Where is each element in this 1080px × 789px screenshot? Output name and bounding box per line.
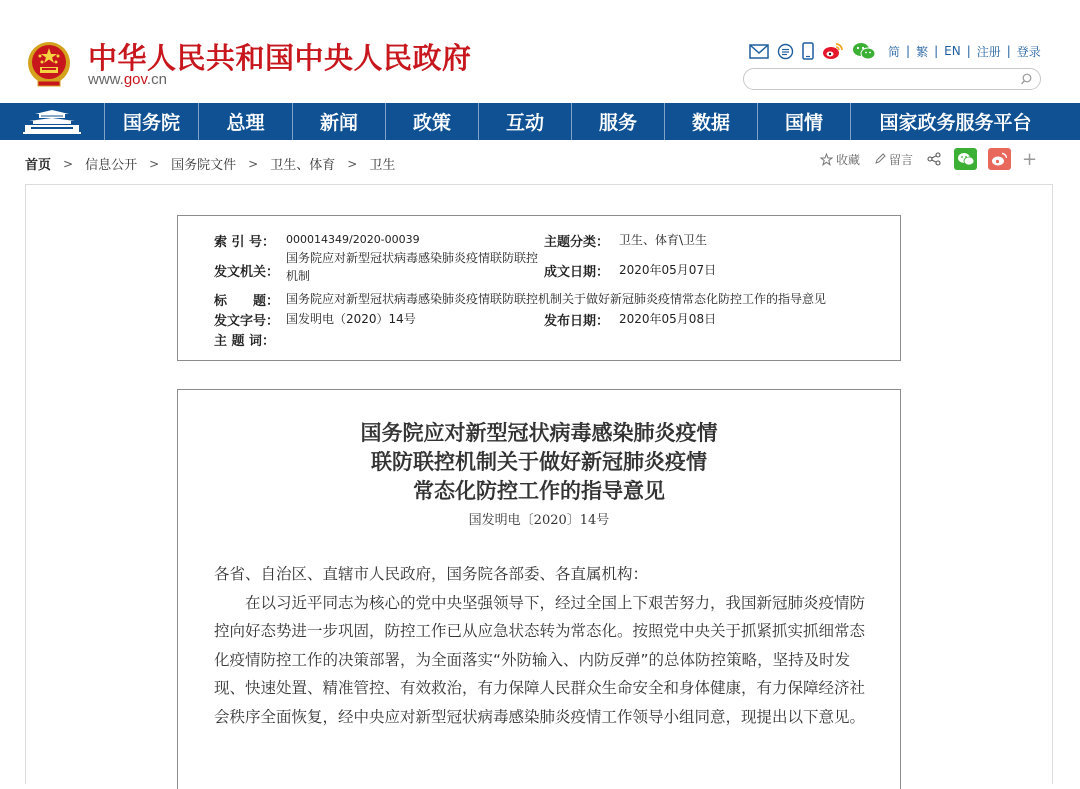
issuer-label: 发文机关：	[214, 265, 280, 280]
site-title[interactable]: 中华人民共和国中央人民政府	[88, 41, 472, 75]
url-suffix: .cn	[146, 71, 167, 88]
article-paragraph: 在以习近平同志为核心的党中央坚强领导下，经过全国上下艰苦努力，我国新冠肺炎疫情防控向好态势进一步巩固，防控工作已从应急状态转为常态化。按照党中央关于抓紧抓实抓细常态化疫情防控工作的决策部署，为全面落实“外防输入、内防反弹”的总体防控策略，坚持及时发现、快速处置、精准管控、有效救治，有力保障人民群众生命安全和身体健康，有力保障经济社会秩序全面恢复，经中央应对新型冠状病毒感染肺炎疫情工作领导小组同意，现提出以下意见。	[214, 593, 866, 726]
topic-value: 卫生、体育\卫生	[619, 233, 708, 247]
meta-cell	[544, 261, 609, 280]
article-title-line1: 国务院应对新型冠状病毒感染肺炎疫情	[360, 420, 718, 445]
written-date-value: 2020年05月07日	[619, 263, 717, 277]
breadcrumb-separator: >	[347, 156, 358, 171]
issuer-value-line2: 机制	[286, 269, 311, 283]
favorite-label: 收藏	[836, 152, 861, 167]
url-gov: gov	[123, 71, 147, 88]
wechat-icon[interactable]	[852, 42, 876, 60]
pencil-icon	[874, 153, 886, 165]
lang-simplified-link[interactable]: 简	[888, 44, 901, 59]
docno-value: 国发明电（2020）14号	[286, 312, 416, 326]
meta-cell	[214, 261, 279, 280]
nav-item-state-council[interactable]: 国务院	[105, 103, 199, 140]
mail-icon[interactable]	[749, 44, 769, 59]
document-meta-table	[177, 215, 901, 361]
weibo-icon[interactable]	[822, 42, 844, 60]
message-icon[interactable]	[777, 43, 794, 60]
share-weibo-button[interactable]	[988, 148, 1011, 170]
separator: |	[966, 44, 971, 58]
article-title	[178, 418, 900, 505]
publish-date-label: 发布日期：	[544, 314, 610, 329]
article-title-line3: 常态化防控工作的指导意见	[413, 478, 665, 503]
tiananmen-icon	[21, 109, 83, 135]
breadcrumb-separator: >	[248, 156, 259, 171]
nav-item-premier[interactable]: 总理	[199, 103, 293, 140]
mobile-icon[interactable]	[802, 42, 814, 60]
breadcrumb	[25, 154, 395, 173]
top-tools	[749, 41, 1041, 61]
breadcrumb-separator: >	[63, 156, 74, 171]
register-link[interactable]: 注册	[976, 44, 1001, 59]
comment-label: 留言	[889, 152, 914, 167]
lang-english-link[interactable]: EN	[944, 44, 961, 58]
meta-cell	[214, 330, 275, 349]
meta-cell	[619, 231, 707, 249]
index-value: 000014349/2020-00039	[286, 233, 420, 246]
url-prefix: www.	[88, 71, 124, 88]
issuer-value-line1: 国务院应对新型冠状病毒感染肺炎疫情联防联控	[286, 251, 539, 265]
nav-home[interactable]	[0, 103, 105, 140]
nav-item-services[interactable]: 服务	[572, 103, 665, 140]
breadcrumb-separator: >	[149, 156, 160, 171]
login-link[interactable]: 登录	[1016, 44, 1041, 59]
nav-item-policy[interactable]: 政策	[386, 103, 479, 140]
lang-links	[888, 43, 1041, 60]
title-label: 标 题：	[214, 294, 280, 309]
meta-cell	[544, 231, 609, 250]
breadcrumb-bar	[0, 140, 1080, 184]
national-emblem-icon[interactable]	[26, 40, 72, 88]
title-value: 国务院应对新型冠状病毒感染肺炎疫情联防联控机制关于做好新冠肺炎疫情常态化防控工作的指导意见	[286, 292, 827, 306]
nav-item-data[interactable]: 数据	[665, 103, 758, 140]
meta-cell	[286, 249, 538, 285]
meta-cell	[286, 231, 420, 249]
search-icon[interactable]	[1020, 73, 1032, 86]
meta-cell	[214, 310, 279, 329]
nav-item-national-info[interactable]: 国情	[758, 103, 851, 140]
search-box	[743, 68, 1041, 90]
more-share-button[interactable]: +	[1022, 148, 1038, 170]
share-wechat-button[interactable]	[954, 148, 977, 170]
share-icon	[927, 152, 941, 166]
favorite-button[interactable]	[820, 151, 860, 168]
wechat-icon	[957, 152, 975, 166]
main-nav	[0, 103, 1080, 140]
meta-cell	[214, 290, 279, 309]
article-salutation: 各省、自治区、直辖市人民政府，国务院各部委、各直属机构：	[214, 565, 649, 583]
comment-button[interactable]	[874, 151, 913, 168]
star-icon	[820, 153, 833, 166]
separator: |	[1006, 44, 1011, 58]
meta-cell	[619, 310, 716, 328]
share-tools	[820, 148, 1037, 170]
lang-traditional-link[interactable]: 繁	[916, 44, 929, 59]
site-header	[0, 0, 1080, 103]
separator: |	[906, 44, 911, 58]
breadcrumb-health[interactable]: 卫生	[369, 158, 396, 173]
breadcrumb-state-council-docs[interactable]: 国务院文件	[171, 158, 237, 173]
meta-cell	[619, 261, 716, 279]
share-button[interactable]	[927, 152, 944, 166]
topic-label: 主题分类：	[544, 235, 610, 250]
article-body	[177, 389, 901, 789]
breadcrumb-health-sports[interactable]: 卫生、体育	[270, 158, 336, 173]
meta-cell	[544, 310, 609, 329]
nav-item-gov-service-platform[interactable]: 国家政务服务平台	[879, 112, 1032, 134]
article-title-line2: 联防联控机制关于做好新冠肺炎疫情	[371, 449, 707, 474]
publish-date-value: 2020年05月08日	[619, 312, 717, 326]
meta-row-index	[214, 231, 275, 250]
nav-item-interaction[interactable]: 互动	[479, 103, 572, 140]
separator: |	[934, 44, 939, 58]
nav-item-news[interactable]: 新闻	[293, 103, 386, 140]
site-url[interactable]	[88, 71, 167, 88]
article-text	[214, 560, 869, 731]
meta-cell	[286, 310, 416, 328]
index-label: 索 引 号：	[214, 235, 276, 250]
search-input[interactable]	[754, 70, 1014, 90]
weibo-icon	[991, 152, 1009, 166]
keywords-label: 主 题 词：	[214, 334, 276, 349]
written-date-label: 成文日期：	[544, 265, 610, 280]
docno-label: 发文字号：	[214, 314, 280, 329]
meta-cell	[286, 290, 826, 308]
breadcrumb-info-disclosure[interactable]: 信息公开	[85, 158, 138, 173]
breadcrumb-home[interactable]: 首页	[25, 158, 52, 173]
article-doc-number: 国发明电〔2020〕14号	[468, 513, 610, 528]
